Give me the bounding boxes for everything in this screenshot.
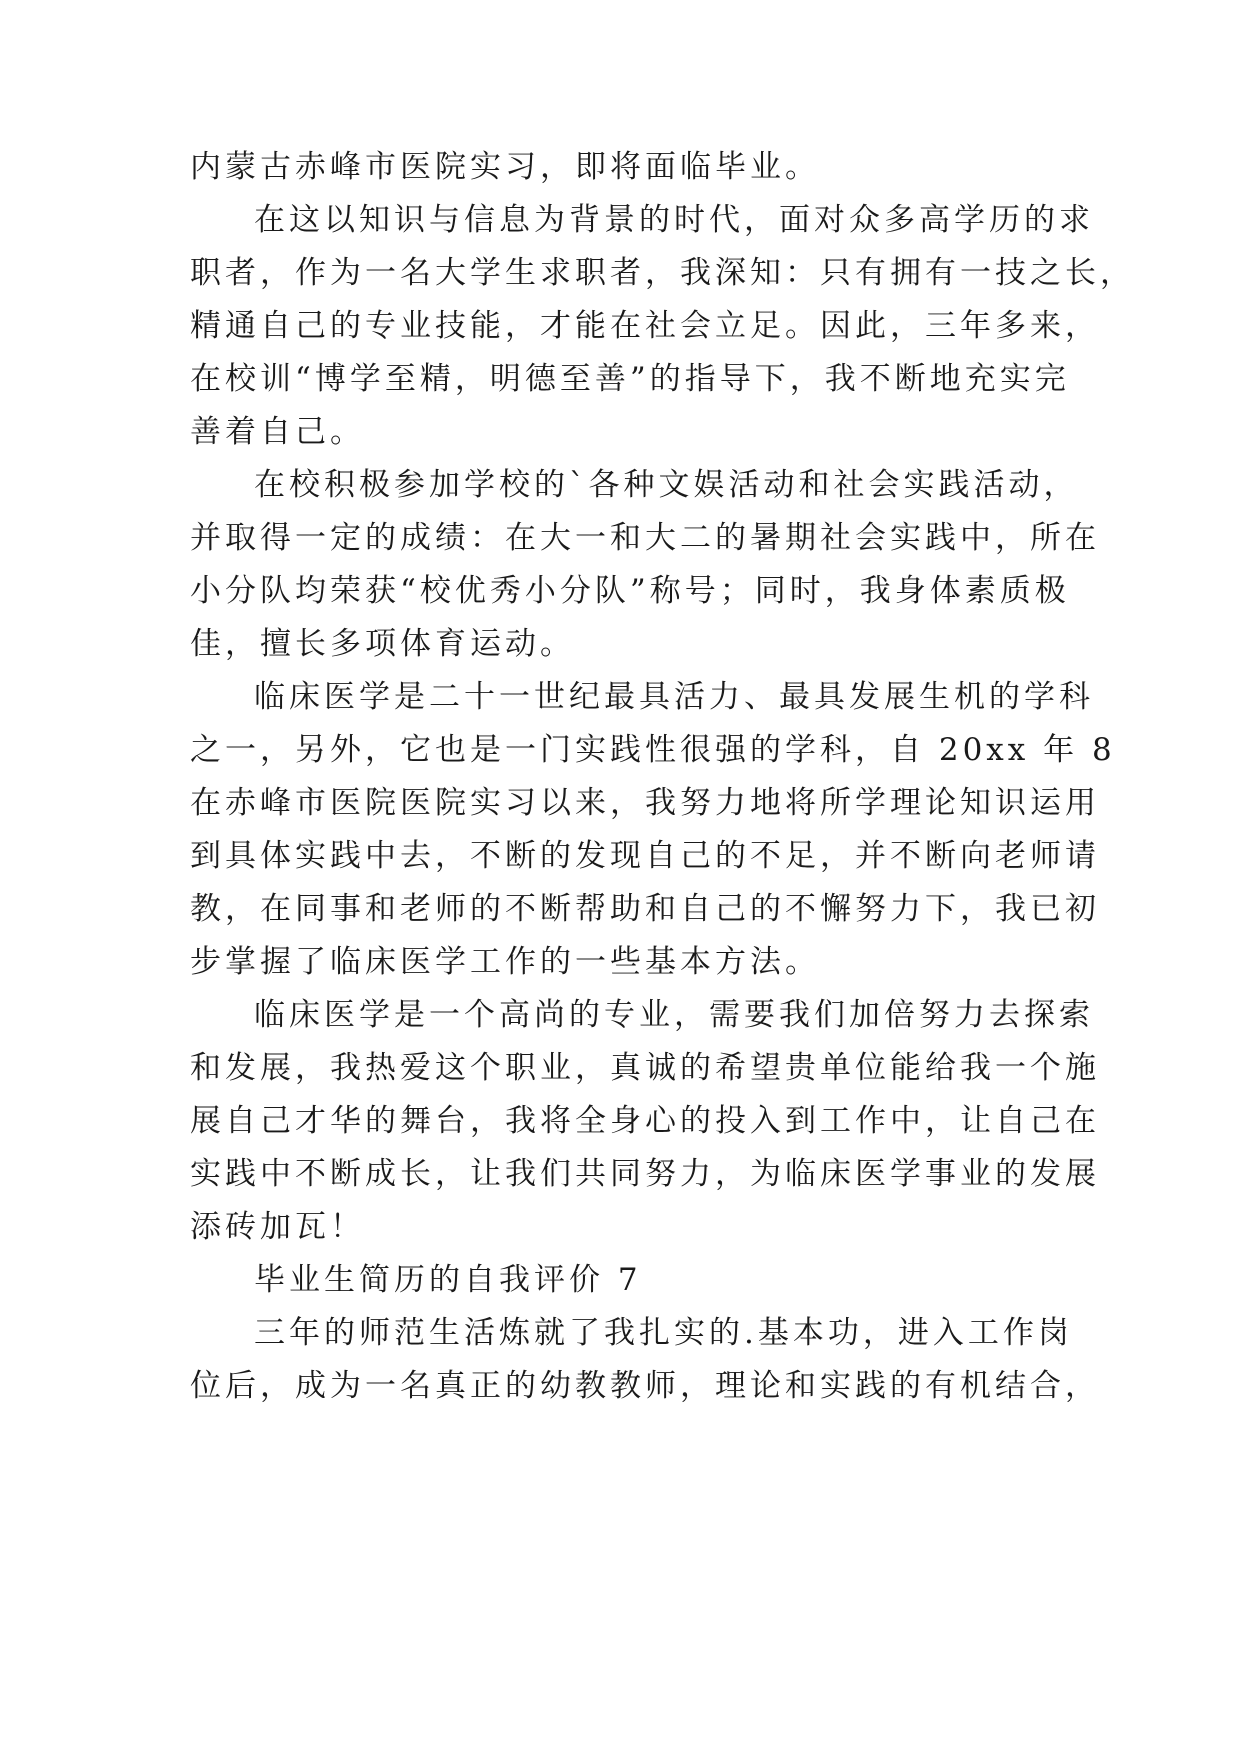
paragraph-start-line: 三年的师范生活炼就了我扎实的.基本功，进入工作岗 <box>254 1315 1073 1351</box>
text-line: 位后，成为一名真正的幼教教师，理论和实践的有机结合， <box>190 1368 1100 1404</box>
text-line: 职者，作为一名大学生求职者，我深知：只有拥有一技之长， <box>190 255 1135 291</box>
text-line: 在赤峰市医院医院实习以来，我努力地将所学理论知识运用 <box>190 785 1100 821</box>
paragraph-start-line: 临床医学是一个高尚的专业，需要我们加倍努力去探索 <box>254 997 1094 1033</box>
text-line: 展自己才华的舞台，我将全身心的投入到工作中，让自己在 <box>190 1103 1100 1139</box>
text-line: 和发展，我热爱这个职业，真诚的希望贵单位能给我一个施 <box>190 1050 1100 1086</box>
text-line: 精通自己的专业技能，才能在社会立足。因此，三年多来， <box>190 308 1100 344</box>
paragraph-start-line: 在校积极参加学校的`各种文娱活动和社会实践活动， <box>254 467 1079 503</box>
paragraph-start-line: 在这以知识与信息为背景的时代，面对众多高学历的求 <box>254 202 1094 238</box>
text-line: 在校训“博学至精，明德至善”的指导下，我不断地充实完 <box>190 361 1070 397</box>
text-line: 添砖加瓦！ <box>190 1209 365 1245</box>
text-line: 内蒙古赤峰市医院实习，即将面临毕业。 <box>190 149 820 185</box>
text-line: 佳，擅长多项体育运动。 <box>190 626 575 662</box>
text-line: 小分队均荣获“校优秀小分队”称号；同时，我身体素质极 <box>190 573 1070 609</box>
text-line: 并取得一定的成绩：在大一和大二的暑期社会实践中，所在 <box>190 520 1100 556</box>
text-line: 之一，另外，它也是一门实践性很强的学科，自 20xx 年 8 <box>190 732 1116 768</box>
text-line: 善着自己。 <box>190 414 365 450</box>
section-heading: 毕业生简历的自我评价 7 <box>254 1262 642 1298</box>
text-line: 步掌握了临床医学工作的一些基本方法。 <box>190 944 820 980</box>
paragraph-start-line: 临床医学是二十一世纪最具活力、最具发展生机的学科 <box>254 679 1094 715</box>
text-line: 教，在同事和老师的不断帮助和自己的不懈努力下，我已初 <box>190 891 1100 927</box>
text-line: 实践中不断成长，让我们共同努力，为临床医学事业的发展 <box>190 1156 1100 1192</box>
text-line: 到具体实践中去，不断的发现自己的不足，并不断向老师请 <box>190 838 1100 874</box>
